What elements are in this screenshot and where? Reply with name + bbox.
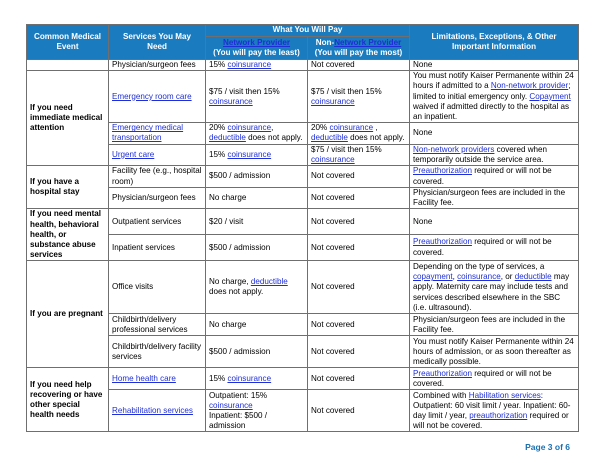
network-cost-cell: $500 / admission — [206, 166, 308, 188]
limitations-cell: You must notify Kaiser Permanente within 24 hours of admission, or as soon thereafter as medically possible. — [410, 336, 579, 368]
non-network-provider-link[interactable]: Non-network provider — [490, 81, 569, 91]
header-non-network-provider — [308, 37, 410, 60]
network-cost-cell — [206, 60, 308, 71]
deductible-link[interactable]: deductible — [514, 272, 552, 282]
cost-text: , — [373, 123, 378, 133]
event-special-health-needs: If you need help recovering or have other special health needs — [27, 368, 109, 432]
deductible-link[interactable]: deductible — [250, 277, 288, 287]
table-row — [27, 144, 579, 165]
coinsurance-link[interactable]: coinsurance — [209, 96, 253, 106]
service-cell: Childbirth/delivery professional services — [109, 314, 206, 336]
preauthorization-link[interactable]: Preauthorization — [413, 368, 472, 378]
lim-text: ; limited to initial emergency only. — [413, 81, 571, 101]
urgent-care-link[interactable]: Urgent care — [112, 149, 155, 159]
lim-text: You must notify Kaiser Permanente within 24 hours if admitted to a — [413, 71, 574, 91]
limitations-cell — [410, 390, 579, 432]
event-mental-health: If you need mental health, behavioral health, or substance abuse services — [27, 209, 109, 261]
preauthorization-link[interactable]: Preauthorization — [413, 166, 472, 176]
preauthorization-link[interactable]: Preauthorization — [413, 237, 472, 247]
non-network-cost-cell: Not covered — [308, 166, 410, 188]
limitations-cell — [410, 261, 579, 314]
event-cell-continued — [27, 60, 109, 71]
cost-text: 15% — [209, 149, 228, 159]
lim-text: Outpatient: 60 visit limit / year. Inpatient: 60-day limit / year, — [413, 400, 571, 420]
coinsurance-link[interactable]: coinsurance — [227, 149, 272, 159]
network-cost-cell: No charge — [206, 188, 308, 209]
cost-text: Outpatient: 15% — [209, 390, 268, 400]
table-row — [27, 314, 579, 336]
network-provider-note: (You will pay the least) — [213, 48, 300, 57]
cost-text: , — [271, 123, 274, 133]
copayment-link[interactable]: Copayment — [529, 91, 571, 101]
service-cell: Office visits — [109, 261, 206, 314]
table-row — [27, 234, 579, 261]
cost-text: 20% — [209, 123, 228, 133]
limitations-cell — [410, 71, 579, 123]
service-cell: Inpatient services — [109, 234, 206, 261]
lim-text: Combined with — [413, 390, 469, 400]
service-cell — [109, 368, 206, 390]
limitations-cell: Physician/surgeon fees are included in the Facility fee. — [410, 188, 579, 209]
non-network-cost-cell: Not covered — [308, 314, 410, 336]
coinsurance-link[interactable]: coinsurance — [311, 154, 355, 164]
lim-text: Depending on the type of services, a — [413, 261, 545, 271]
deductible-link[interactable]: deductible — [311, 133, 348, 143]
non-network-provider-note: (You will pay the most) — [314, 48, 403, 57]
coinsurance-link[interactable]: coinsurance — [457, 272, 501, 282]
table-row — [27, 188, 579, 209]
service-cell: Physician/surgeon fees — [109, 60, 206, 71]
table-row — [27, 123, 579, 144]
habilitation-services-link[interactable]: Habilitation services — [468, 390, 541, 400]
limitations-cell: Physician/surgeon fees are included in the Facility fee. — [410, 314, 579, 336]
event-pregnant: If you are pregnant — [27, 261, 109, 368]
non-network-cost-cell: Not covered — [308, 188, 410, 209]
coinsurance-link[interactable]: coinsurance — [227, 373, 272, 383]
non-network-cost-cell: Not covered — [308, 234, 410, 261]
limitations-cell — [410, 368, 579, 390]
coinsurance-link[interactable]: coinsurance — [311, 96, 355, 106]
network-cost-cell: No charge — [206, 314, 308, 336]
header-network-provider — [206, 37, 308, 60]
cost-text: does not apply. — [347, 133, 405, 143]
limitations-cell: None — [410, 209, 579, 234]
network-provider-link[interactable]: Network Provider — [222, 37, 291, 47]
table-row — [27, 261, 579, 314]
table-row — [27, 390, 579, 432]
non-network-cost-cell — [308, 144, 410, 165]
limitations-cell: None — [410, 60, 579, 71]
cost-text: does not apply. — [209, 287, 264, 297]
network-cost-cell — [206, 71, 308, 123]
lim-text: required or will not be covered. — [413, 410, 569, 431]
service-cell — [109, 144, 206, 165]
table-row — [27, 71, 579, 123]
table-row — [27, 336, 579, 368]
cost-text: 20% — [311, 123, 330, 133]
home-health-care-link[interactable]: Home health care — [112, 373, 176, 383]
coinsurance-link[interactable]: coinsurance — [227, 60, 272, 69]
network-cost-cell — [206, 144, 308, 165]
limitations-cell — [410, 166, 579, 188]
table-row — [27, 60, 579, 71]
lim-text: covered when temporarily outside the service area. — [413, 144, 548, 164]
limitations-cell: None — [410, 123, 579, 144]
network-cost-cell: $500 / admission — [206, 234, 308, 261]
service-cell — [109, 123, 206, 144]
coinsurance-link[interactable]: coinsurance — [209, 400, 253, 410]
non-network-cost-cell: Not covered — [308, 336, 410, 368]
network-cost-cell: $500 / admission — [206, 336, 308, 368]
emergency-medical-transportation-link[interactable]: Emergency medical transportation — [112, 123, 184, 143]
coinsurance-link[interactable]: coinsurance — [227, 123, 272, 133]
lim-text: , — [452, 272, 458, 282]
preauthorization-link[interactable]: preauthorization — [469, 410, 528, 420]
cost-text: $75 / visit then 15% — [311, 86, 382, 96]
cost-text: $75 / visit then 15% — [209, 86, 280, 96]
cost-text: does not apply. — [245, 133, 303, 143]
cost-text: Inpatient: $500 / admission — [209, 410, 268, 431]
rehabilitation-services-link[interactable]: Rehabilitation services — [112, 405, 193, 415]
header-services: Services You May Need — [109, 25, 206, 60]
header-limitations: Limitations, Exceptions, & Other Important Information — [410, 25, 579, 60]
non-network-cost-cell: Not covered — [308, 209, 410, 234]
coinsurance-link[interactable]: coinsurance — [329, 123, 374, 133]
service-cell — [109, 71, 206, 123]
service-cell: Outpatient services — [109, 209, 206, 234]
deductible-link[interactable]: deductible — [209, 133, 246, 143]
lim-text: required or will not be covered. — [413, 368, 552, 388]
non-network-cost-cell: Not covered — [308, 368, 410, 390]
lim-text: : — [540, 390, 544, 400]
non-network-cost-cell: Not covered — [308, 60, 410, 71]
non-network-cost-cell — [308, 71, 410, 123]
network-cost-cell — [206, 123, 308, 144]
lim-text: required or will not be covered. — [413, 166, 552, 186]
cost-text: 15% — [209, 60, 228, 69]
lim-text: may apply. Maternity care may include tests and services described elsewhere in the SBC (i.e. ultrasound). — [413, 272, 570, 312]
table-row — [27, 368, 579, 390]
emergency-room-care-link[interactable]: Emergency room care — [112, 91, 192, 101]
non-network-cost-cell — [308, 123, 410, 144]
limitations-cell — [410, 234, 579, 261]
lim-text: required or will not be covered. — [413, 237, 552, 257]
header-what-you-will-pay: What You Will Pay — [206, 25, 410, 37]
non-network-providers-link[interactable]: Non-network providers — [413, 144, 495, 154]
network-cost-cell — [206, 261, 308, 314]
service-cell: Childbirth/delivery facility services — [109, 336, 206, 368]
non-network-cost-cell: Not covered — [308, 390, 410, 432]
network-cost-cell: $20 / visit — [206, 209, 308, 234]
lim-text: , or — [500, 272, 515, 282]
network-cost-cell — [206, 390, 308, 432]
cost-text: 15% — [209, 373, 228, 383]
cost-text: No charge, — [209, 277, 251, 287]
limitations-cell — [410, 144, 579, 165]
header-common-medical-event: Common Medical Event — [27, 25, 109, 60]
service-cell: Physician/surgeon fees — [109, 188, 206, 209]
non-prefix: Non- — [315, 37, 335, 47]
network-cost-cell — [206, 368, 308, 390]
cost-text: $75 / visit then 15% — [311, 144, 382, 154]
table-row — [27, 209, 579, 234]
sbc-benefits-table — [26, 24, 579, 432]
copayment-link[interactable]: copayment — [413, 272, 453, 282]
service-cell — [109, 390, 206, 432]
non-network-provider-link[interactable]: Network Provider — [334, 37, 402, 47]
event-hospital-stay: If you have a hospital stay — [27, 166, 109, 209]
service-cell: Facility fee (e.g., hospital room) — [109, 166, 206, 188]
non-network-cost-cell: Not covered — [308, 261, 410, 314]
lim-text: waived if admitted directly to the hospital as an inpatient. — [413, 101, 570, 122]
event-immediate-medical-attention: If you need immediate medical attention — [27, 71, 109, 166]
table-row — [27, 166, 579, 188]
page-number: Page 3 of 6 — [525, 442, 570, 452]
